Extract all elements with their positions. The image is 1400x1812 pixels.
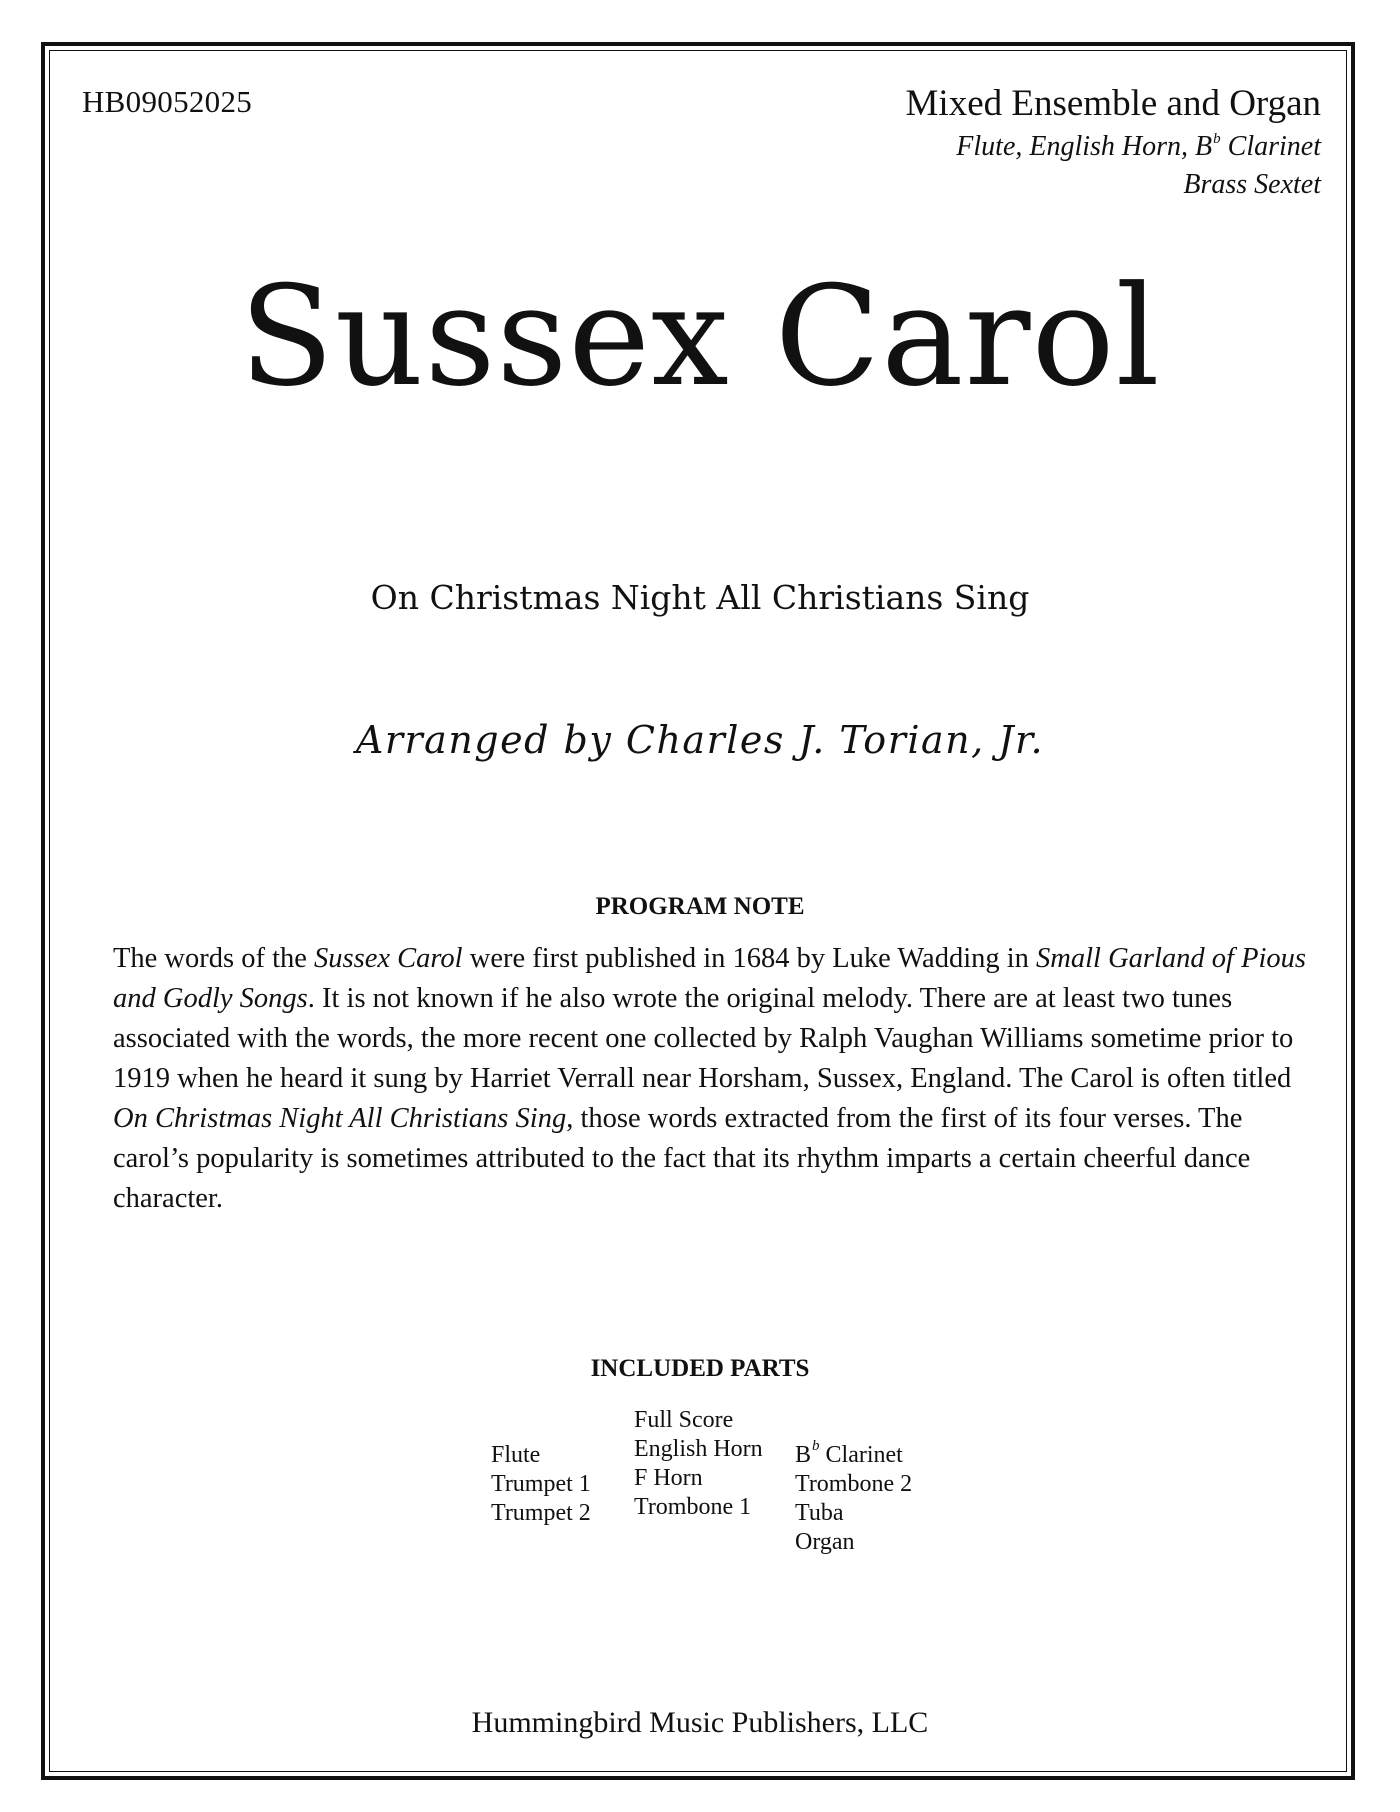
note-text-3: . It is not known if he also wrote the original melody. There are at least two tunes associated with the words, the more recent one collected by Ralph Vaughan Williams sometime prior to 1919 when he heard it sung by Harriet Verrall near Horsham, Sussex, England. The Carol is often titled — [113, 983, 1294, 1094]
parts-column-2 — [634, 1406, 763, 1522]
note-italic-book: Small Garland of Pious and Godly Songs — [113, 943, 1307, 1014]
part-item: Trombone 1 — [634, 1494, 752, 1520]
part-item-suffix: Clarinet — [819, 1442, 903, 1468]
part-item: English Horn — [634, 1436, 763, 1462]
part-item: Trumpet 2 — [491, 1500, 591, 1526]
arranger-credit: Arranged by Charles J. Torian, Jr. — [355, 718, 1045, 762]
part-item: Trombone 2 — [795, 1471, 913, 1497]
program-note-heading: PROGRAM NOTE — [595, 893, 805, 920]
instrumentation-line — [956, 131, 1321, 163]
flat-sign: b — [812, 1438, 820, 1454]
parts-column-1 — [491, 1441, 591, 1528]
flat-sign: b — [1213, 131, 1221, 147]
part-item — [795, 1438, 912, 1470]
ensemble-title: Mixed Ensemble and Organ — [905, 83, 1321, 124]
part-item: Tuba — [795, 1500, 844, 1526]
part-item: Trumpet 1 — [491, 1471, 591, 1497]
included-parts-heading: INCLUDED PARTS — [590, 1355, 810, 1382]
publisher-footer: Hummingbird Music Publishers, LLC — [471, 1706, 929, 1739]
note-italic-title: Sussex Carol — [314, 943, 463, 974]
parts-column-3 — [795, 1438, 913, 1557]
brass-line: Brass Sextet — [1183, 169, 1321, 200]
part-item: Full Score — [634, 1407, 734, 1433]
part-item: Organ — [795, 1529, 855, 1555]
note-text-2: were first published in 1684 by Luke Wadding in — [462, 943, 1037, 974]
part-item: F Horn — [634, 1465, 703, 1491]
note-text-4: , those words extracted from the first of its four verses. The carol’s popularity is sometimes attributed to the fact that its rhythm imparts a certain cheerful dance character. — [113, 1103, 1251, 1214]
piece-title: Sussex Carol — [239, 256, 1161, 417]
note-italic-alt-title: On Christmas Night All Christians Sing — [113, 1103, 567, 1134]
part-item-prefix: B — [795, 1442, 812, 1468]
part-item: Flute — [491, 1442, 541, 1468]
program-note-body — [113, 939, 1313, 1219]
note-text-1: The words of the — [113, 943, 315, 974]
instrumentation-text: Flute, English Horn, B — [956, 131, 1213, 162]
instrumentation-text-end: Clarinet — [1220, 131, 1321, 162]
catalog-number: HB09052025 — [82, 84, 253, 119]
piece-subtitle: On Christmas Night All Christians Sing — [370, 578, 1030, 617]
